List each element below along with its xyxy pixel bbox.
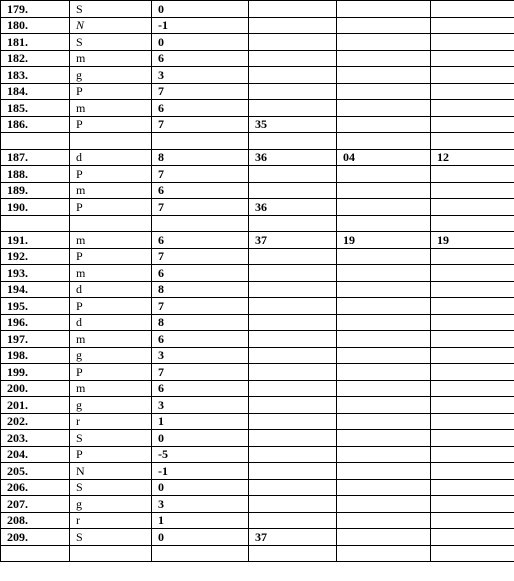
symbol-cell: r xyxy=(70,512,152,529)
empty-cell xyxy=(431,133,514,150)
table-row xyxy=(1,364,514,381)
row-number-cell: 208. xyxy=(1,512,70,529)
row-number-cell: 206. xyxy=(1,479,70,496)
column-4-cell xyxy=(249,50,337,67)
value-cell: 7 xyxy=(152,298,249,315)
spacer-row xyxy=(1,133,514,150)
column-6-cell xyxy=(431,116,514,133)
row-number-cell: 192. xyxy=(1,248,70,265)
value-cell: 7 xyxy=(152,116,249,133)
symbol-cell: d xyxy=(70,314,152,331)
symbol-cell: g xyxy=(70,496,152,513)
table-row xyxy=(1,446,514,463)
symbol-cell: S xyxy=(70,1,152,18)
column-4-cell xyxy=(249,397,337,414)
column-5-cell xyxy=(337,512,431,529)
symbol-cell: g xyxy=(70,67,152,84)
table-row xyxy=(1,314,514,331)
column-6-cell xyxy=(431,463,514,480)
column-4-cell xyxy=(249,496,337,513)
value-cell: 0 xyxy=(152,1,249,18)
row-number-cell: 186. xyxy=(1,116,70,133)
column-4-cell xyxy=(249,83,337,100)
column-4-cell xyxy=(249,347,337,364)
column-4-cell xyxy=(249,430,337,447)
empty-cell xyxy=(337,215,431,232)
column-5-cell xyxy=(337,430,431,447)
column-4-cell: 37 xyxy=(249,529,337,546)
value-cell: 0 xyxy=(152,34,249,51)
table-row xyxy=(1,67,514,84)
column-6-cell xyxy=(431,298,514,315)
empty-cell xyxy=(152,133,249,150)
table-row xyxy=(1,512,514,529)
column-4-cell xyxy=(249,281,337,298)
row-number-cell: 204. xyxy=(1,446,70,463)
column-4-cell xyxy=(249,512,337,529)
symbol-cell: m xyxy=(70,50,152,67)
column-5-cell xyxy=(337,17,431,34)
value-cell: 6 xyxy=(152,265,249,282)
row-number-cell: 185. xyxy=(1,100,70,117)
value-cell: 3 xyxy=(152,496,249,513)
column-6-cell xyxy=(431,34,514,51)
column-6-cell xyxy=(431,281,514,298)
row-number-cell: 201. xyxy=(1,397,70,414)
symbol-cell: r xyxy=(70,413,152,430)
row-number-cell: 180. xyxy=(1,17,70,34)
column-6-cell xyxy=(431,83,514,100)
row-number-cell: 191. xyxy=(1,232,70,249)
value-cell: 1 xyxy=(152,512,249,529)
empty-cell xyxy=(249,215,337,232)
column-4-cell xyxy=(249,265,337,282)
value-cell: 0 xyxy=(152,529,249,546)
value-cell: 6 xyxy=(152,50,249,67)
empty-cell xyxy=(249,133,337,150)
column-6-cell xyxy=(431,512,514,529)
column-5-cell xyxy=(337,248,431,265)
column-5-cell xyxy=(337,199,431,216)
value-cell: 0 xyxy=(152,430,249,447)
column-5-cell xyxy=(337,100,431,117)
empty-cell xyxy=(70,545,152,562)
row-number-cell: 181. xyxy=(1,34,70,51)
row-number-cell: 179. xyxy=(1,1,70,18)
table-row xyxy=(1,529,514,546)
table-row xyxy=(1,397,514,414)
column-6-cell: 12 xyxy=(431,149,514,166)
column-6-cell xyxy=(431,182,514,199)
empty-cell xyxy=(1,215,70,232)
table-row xyxy=(1,479,514,496)
value-cell: 7 xyxy=(152,364,249,381)
column-4-cell xyxy=(249,1,337,18)
symbol-cell: N xyxy=(70,17,152,34)
table-row xyxy=(1,380,514,397)
value-cell: 8 xyxy=(152,281,249,298)
value-cell: 6 xyxy=(152,331,249,348)
row-number-cell: 209. xyxy=(1,529,70,546)
column-6-cell xyxy=(431,496,514,513)
symbol-cell: P xyxy=(70,248,152,265)
value-cell: 8 xyxy=(152,314,249,331)
column-6-cell xyxy=(431,50,514,67)
value-cell: 1 xyxy=(152,413,249,430)
table-row xyxy=(1,1,514,18)
column-5-cell xyxy=(337,1,431,18)
column-6-cell xyxy=(431,446,514,463)
table-row xyxy=(1,149,514,166)
empty-cell xyxy=(1,133,70,150)
column-5-cell xyxy=(337,397,431,414)
column-6-cell xyxy=(431,248,514,265)
column-4-cell xyxy=(249,100,337,117)
table-row xyxy=(1,281,514,298)
row-number-cell: 196. xyxy=(1,314,70,331)
row-number-cell: 203. xyxy=(1,430,70,447)
row-number-cell: 189. xyxy=(1,182,70,199)
column-6-cell xyxy=(431,479,514,496)
column-5-cell xyxy=(337,413,431,430)
table-row xyxy=(1,100,514,117)
column-5-cell xyxy=(337,298,431,315)
symbol-cell: m xyxy=(70,380,152,397)
column-4-cell xyxy=(249,298,337,315)
table-row xyxy=(1,298,514,315)
column-4-cell xyxy=(249,380,337,397)
empty-cell xyxy=(249,545,337,562)
column-6-cell xyxy=(431,413,514,430)
row-number-cell: 193. xyxy=(1,265,70,282)
empty-cell xyxy=(337,545,431,562)
column-5-cell xyxy=(337,347,431,364)
column-4-cell xyxy=(249,331,337,348)
symbol-cell: d xyxy=(70,149,152,166)
value-cell: 7 xyxy=(152,166,249,183)
column-4-cell xyxy=(249,17,337,34)
column-6-cell xyxy=(431,100,514,117)
value-cell: -1 xyxy=(152,17,249,34)
table-row xyxy=(1,248,514,265)
column-5-cell xyxy=(337,364,431,381)
column-6-cell xyxy=(431,331,514,348)
symbol-cell: m xyxy=(70,232,152,249)
symbol-cell: P xyxy=(70,446,152,463)
value-cell: 7 xyxy=(152,248,249,265)
column-5-cell xyxy=(337,265,431,282)
table-row xyxy=(1,50,514,67)
symbol-cell: N xyxy=(70,463,152,480)
column-5-cell xyxy=(337,380,431,397)
value-cell: 0 xyxy=(152,479,249,496)
column-5-cell: 19 xyxy=(337,232,431,249)
empty-cell xyxy=(70,215,152,232)
symbol-cell: S xyxy=(70,529,152,546)
table-row xyxy=(1,430,514,447)
symbol-cell: P xyxy=(70,83,152,100)
table-row xyxy=(1,232,514,249)
column-5-cell xyxy=(337,496,431,513)
symbol-cell: P xyxy=(70,116,152,133)
column-5-cell xyxy=(337,182,431,199)
symbol-cell: g xyxy=(70,347,152,364)
column-6-cell xyxy=(431,529,514,546)
table-row xyxy=(1,496,514,513)
value-cell: 7 xyxy=(152,199,249,216)
row-number-cell: 205. xyxy=(1,463,70,480)
table-row xyxy=(1,331,514,348)
row-number-cell: 188. xyxy=(1,166,70,183)
row-number-cell: 207. xyxy=(1,496,70,513)
table-row xyxy=(1,463,514,480)
column-5-cell xyxy=(337,116,431,133)
column-5-cell xyxy=(337,67,431,84)
row-number-cell: 182. xyxy=(1,50,70,67)
column-6-cell xyxy=(431,1,514,18)
column-4-cell: 36 xyxy=(249,149,337,166)
column-5-cell xyxy=(337,34,431,51)
symbol-cell: P xyxy=(70,364,152,381)
value-cell: -1 xyxy=(152,463,249,480)
table-row xyxy=(1,265,514,282)
empty-cell xyxy=(152,545,249,562)
row-number-cell: 199. xyxy=(1,364,70,381)
symbol-cell: m xyxy=(70,182,152,199)
column-5-cell xyxy=(337,50,431,67)
value-cell: 3 xyxy=(152,397,249,414)
column-4-cell: 35 xyxy=(249,116,337,133)
empty-cell xyxy=(70,133,152,150)
symbol-cell: g xyxy=(70,397,152,414)
column-4-cell xyxy=(249,314,337,331)
row-number-cell: 187. xyxy=(1,149,70,166)
symbol-cell: d xyxy=(70,281,152,298)
table-row xyxy=(1,83,514,100)
column-6-cell xyxy=(431,364,514,381)
column-5-cell xyxy=(337,314,431,331)
symbol-cell: P xyxy=(70,199,152,216)
value-cell: 3 xyxy=(152,347,249,364)
value-cell: 6 xyxy=(152,232,249,249)
column-6-cell xyxy=(431,314,514,331)
symbol-cell: m xyxy=(70,331,152,348)
column-6-cell xyxy=(431,166,514,183)
table-row xyxy=(1,116,514,133)
symbol-cell: m xyxy=(70,100,152,117)
column-6-cell xyxy=(431,67,514,84)
value-cell: 7 xyxy=(152,83,249,100)
table-row xyxy=(1,199,514,216)
column-4-cell xyxy=(249,248,337,265)
row-number-cell: 194. xyxy=(1,281,70,298)
symbol-cell: m xyxy=(70,265,152,282)
column-5-cell: 04 xyxy=(337,149,431,166)
row-number-cell: 198. xyxy=(1,347,70,364)
column-5-cell xyxy=(337,479,431,496)
column-4-cell xyxy=(249,166,337,183)
column-4-cell: 37 xyxy=(249,232,337,249)
table-row xyxy=(1,182,514,199)
column-4-cell xyxy=(249,446,337,463)
symbol-cell: S xyxy=(70,479,152,496)
column-5-cell xyxy=(337,463,431,480)
symbol-cell: S xyxy=(70,34,152,51)
column-6-cell xyxy=(431,265,514,282)
row-number-cell: 190. xyxy=(1,199,70,216)
table-row xyxy=(1,34,514,51)
table-row xyxy=(1,347,514,364)
spacer-row xyxy=(1,545,514,562)
column-5-cell xyxy=(337,446,431,463)
empty-cell xyxy=(1,545,70,562)
value-cell: 6 xyxy=(152,182,249,199)
table-row xyxy=(1,17,514,34)
empty-cell xyxy=(337,133,431,150)
row-number-cell: 195. xyxy=(1,298,70,315)
column-4-cell xyxy=(249,34,337,51)
column-6-cell: 19 xyxy=(431,232,514,249)
row-number-cell: 197. xyxy=(1,331,70,348)
column-4-cell xyxy=(249,182,337,199)
column-6-cell xyxy=(431,17,514,34)
column-6-cell xyxy=(431,397,514,414)
empty-cell xyxy=(152,215,249,232)
column-5-cell xyxy=(337,529,431,546)
column-5-cell xyxy=(337,331,431,348)
column-4-cell xyxy=(249,364,337,381)
column-5-cell xyxy=(337,281,431,298)
value-cell: -5 xyxy=(152,446,249,463)
column-6-cell xyxy=(431,347,514,364)
value-cell: 6 xyxy=(152,100,249,117)
column-4-cell xyxy=(249,463,337,480)
row-number-cell: 183. xyxy=(1,67,70,84)
column-4-cell xyxy=(249,67,337,84)
symbol-cell: S xyxy=(70,430,152,447)
empty-cell xyxy=(431,215,514,232)
empty-cell xyxy=(431,545,514,562)
symbol-cell: P xyxy=(70,298,152,315)
column-5-cell xyxy=(337,166,431,183)
spacer-row xyxy=(1,215,514,232)
column-4-cell xyxy=(249,413,337,430)
column-4-cell: 36 xyxy=(249,199,337,216)
column-6-cell xyxy=(431,199,514,216)
row-number-cell: 200. xyxy=(1,380,70,397)
symbol-cell: P xyxy=(70,166,152,183)
column-5-cell xyxy=(337,83,431,100)
column-4-cell xyxy=(249,479,337,496)
column-6-cell xyxy=(431,430,514,447)
table-row xyxy=(1,166,514,183)
column-6-cell xyxy=(431,380,514,397)
value-cell: 6 xyxy=(152,380,249,397)
row-number-cell: 202. xyxy=(1,413,70,430)
table-body xyxy=(1,1,514,562)
value-cell: 8 xyxy=(152,149,249,166)
table-row xyxy=(1,413,514,430)
row-number-cell: 184. xyxy=(1,83,70,100)
value-cell: 3 xyxy=(152,67,249,84)
